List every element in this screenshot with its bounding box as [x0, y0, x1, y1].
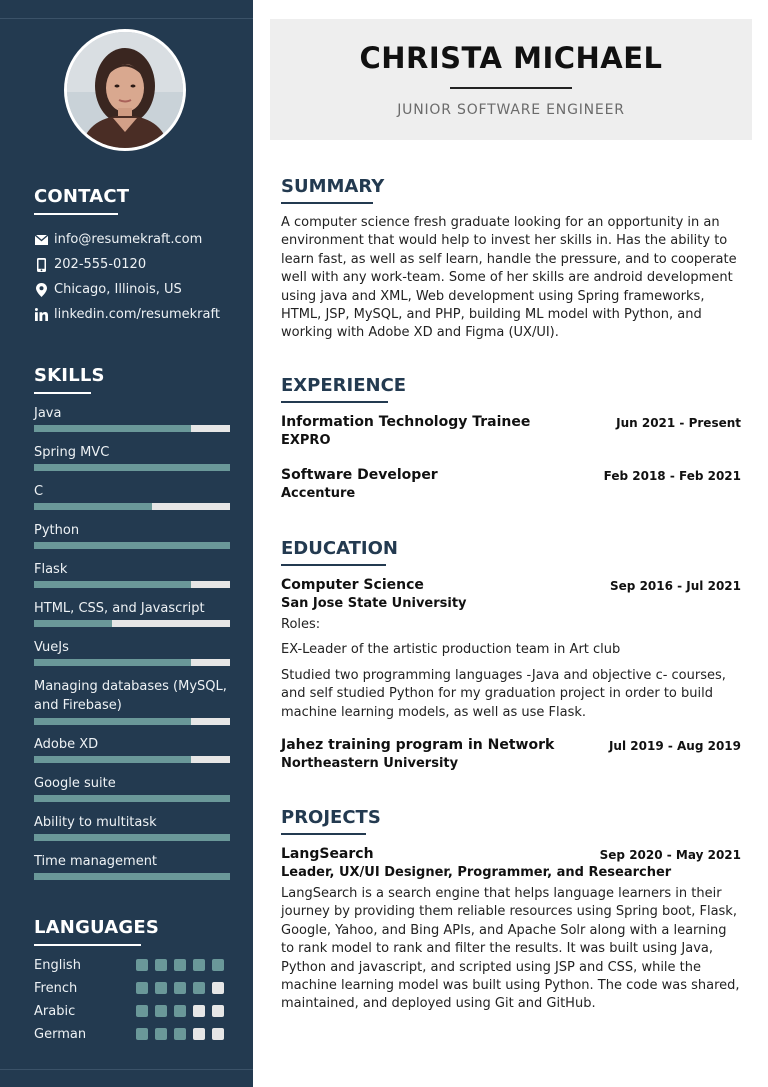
skill-item: [34, 774, 230, 793]
skills-heading: [34, 365, 105, 394]
skill-level-bar: [34, 464, 230, 471]
language-level: [136, 982, 224, 994]
skill-level-fill: [34, 542, 230, 549]
education-school: Northeastern University: [281, 756, 459, 771]
contact-heading: [34, 186, 129, 215]
avatar: [64, 29, 186, 151]
linkedin-text: linkedin.com/resumekraft: [54, 307, 220, 322]
skill-level-bar: [34, 795, 230, 802]
heading-underline: [281, 564, 386, 566]
map-pin-icon: [34, 283, 48, 297]
sidebar: [0, 0, 253, 1087]
heading-underline: [281, 833, 366, 835]
experience-company: EXPRO: [281, 433, 331, 448]
education-title: Computer Science: [281, 577, 424, 593]
skill-level-fill: [34, 503, 152, 510]
skill-level-bar: [34, 718, 230, 725]
education-heading: [281, 538, 398, 566]
skill-level-fill: [34, 425, 191, 432]
language-level-dot: [212, 982, 224, 994]
project-title: LangSearch: [281, 846, 374, 862]
language-name: German: [34, 1026, 87, 1042]
experience-date: Jun 2021 - Present: [616, 416, 741, 430]
language-level-dot: [174, 959, 186, 971]
language-level-dot: [155, 1005, 167, 1017]
language-level-dot: [174, 982, 186, 994]
phone-text: 202-555-0120: [54, 257, 147, 272]
project-role: Leader, UX/UI Designer, Programmer, and Researcher: [281, 865, 672, 880]
skill-item: [34, 735, 230, 754]
skill-name: Google suite: [34, 776, 116, 791]
contact-email[interactable]: [34, 232, 202, 247]
language-name: Arabic: [34, 1003, 76, 1019]
language-item: [34, 1024, 230, 1044]
education-date: Sep 2016 - Jul 2021: [610, 579, 741, 593]
skill-level-bar: [34, 425, 230, 432]
skill-level-fill: [34, 756, 191, 763]
skill-name: HTML, CSS, and Javascript: [34, 601, 205, 616]
language-item: [34, 955, 230, 975]
language-item: [34, 978, 230, 998]
contact-linkedin[interactable]: [34, 307, 220, 322]
contact-location: [34, 282, 182, 297]
education-school: San Jose State University: [281, 596, 467, 611]
projects-heading: [281, 807, 381, 835]
skill-level-bar: [34, 503, 230, 510]
language-level-dot: [155, 1028, 167, 1040]
education-heading-text: EDUCATION: [281, 538, 398, 559]
skill-item: [34, 560, 230, 579]
location-text: Chicago, Illinois, US: [54, 282, 182, 297]
skill-item: [34, 599, 230, 618]
education-title: Jahez training program in Network: [281, 737, 555, 753]
candidate-role: JUNIOR SOFTWARE ENGINEER: [397, 102, 625, 118]
language-level: [136, 1028, 224, 1040]
heading-underline: [34, 944, 141, 946]
language-level: [136, 959, 224, 971]
language-name: English: [34, 957, 81, 973]
skill-name: Spring MVC: [34, 445, 110, 460]
skill-name: Managing databases (MySQL, and Firebase): [34, 679, 227, 713]
language-level-dot: [136, 1028, 148, 1040]
phone-icon: [34, 258, 48, 272]
language-level-dot: [155, 982, 167, 994]
language-level-dot: [212, 959, 224, 971]
name-underline: [450, 87, 572, 89]
skill-name: VueJs: [34, 640, 69, 655]
heading-underline: [281, 202, 373, 204]
language-level-dot: [193, 1028, 205, 1040]
project-description: LangSearch is a search engine that helps language learners in their journey by providing them reliable resources using Spring boot, Flask, Google, Yahoo, and Bing APIs, and Apache Solr along with a learning to rank model to rank and filter the results. It was built using Java, Python and javascript, and scripted using JSP and CSS, while the machine learning model was built using Python. The code was shared, maintained, and deployed using Git and GitHub.: [281, 886, 740, 1012]
education-roles-label: Roles:: [281, 617, 321, 632]
language-level-dot: [212, 1028, 224, 1040]
language-level-dot: [193, 982, 205, 994]
languages-heading-text: LANGUAGES: [34, 917, 160, 938]
project-date: Sep 2020 - May 2021: [599, 848, 741, 862]
skill-level-fill: [34, 620, 112, 627]
skill-item: [34, 443, 230, 462]
skill-level-fill: [34, 659, 191, 666]
heading-underline: [34, 213, 118, 215]
skill-level-bar: [34, 620, 230, 627]
summary-text: A computer science fresh graduate looking for an opportunity in an environment that would help to invest her skills in. Has the ability to learn fast, as well as self learn, handle the pressure, and to cooperate well with any work-team. Some of her skills are android development using java and XML, Web development using Spring frameworks, HTML, JSP, MySQL, and PHP, building ML model with Python, and working with Adobe XD and Figma (UX/UI).: [281, 215, 737, 341]
language-level-dot: [212, 1005, 224, 1017]
contact-heading-text: CONTACT: [34, 186, 130, 207]
skill-name: Flask: [34, 562, 68, 577]
summary-heading-text: SUMMARY: [281, 176, 385, 197]
summary-heading: [281, 176, 384, 204]
skill-level-fill: [34, 834, 230, 841]
skill-name: Java: [34, 406, 62, 421]
skill-item: [34, 404, 230, 423]
experience-title: Information Technology Trainee: [281, 414, 531, 430]
skill-name: Ability to multitask: [34, 815, 157, 830]
skill-level-fill: [34, 718, 191, 725]
education-role: EX-Leader of the artistic production team in Art club: [281, 642, 621, 657]
skill-item: [34, 852, 230, 871]
skill-level-fill: [34, 581, 191, 588]
skill-item: [34, 813, 230, 832]
skill-item: [34, 521, 230, 540]
skill-item: [34, 482, 230, 501]
candidate-name: CHRISTA MICHAEL: [359, 41, 663, 75]
language-level: [136, 1005, 224, 1017]
skill-level-bar: [34, 756, 230, 763]
skill-level-fill: [34, 873, 230, 880]
linkedin-icon: [34, 308, 48, 322]
skill-name: Time management: [34, 854, 158, 869]
language-level-dot: [174, 1028, 186, 1040]
experience-date: Feb 2018 - Feb 2021: [603, 469, 741, 483]
language-item: [34, 1001, 230, 1021]
skill-name: C: [34, 484, 44, 499]
skill-item: [34, 677, 230, 715]
language-level-dot: [155, 959, 167, 971]
experience-heading-text: EXPERIENCE: [281, 375, 407, 396]
experience-title: Software Developer: [281, 467, 438, 483]
heading-underline: [281, 401, 388, 403]
email-text: info@resumekraft.com: [54, 232, 203, 247]
heading-underline: [34, 392, 91, 394]
language-level-dot: [136, 959, 148, 971]
experience-company: Accenture: [281, 486, 356, 501]
skill-level-bar: [34, 659, 230, 666]
language-level-dot: [136, 1005, 148, 1017]
divider: [0, 18, 253, 19]
language-level-dot: [136, 982, 148, 994]
skill-level-bar: [34, 581, 230, 588]
skill-level-bar: [34, 542, 230, 549]
skill-level-bar: [34, 873, 230, 880]
language-name: French: [34, 980, 78, 996]
divider: [0, 1069, 253, 1070]
contact-phone[interactable]: [34, 257, 146, 272]
education-date: Jul 2019 - Aug 2019: [608, 739, 741, 753]
projects-heading-text: PROJECTS: [281, 807, 381, 828]
language-level-dot: [174, 1005, 186, 1017]
skill-name: Python: [34, 523, 80, 538]
skills-heading-text: SKILLS: [34, 365, 105, 386]
language-level-dot: [193, 959, 205, 971]
skill-name: Adobe XD: [34, 737, 99, 752]
languages-heading: [34, 917, 159, 946]
skill-level-fill: [34, 795, 230, 802]
experience-heading: [281, 375, 406, 403]
language-level-dot: [193, 1005, 205, 1017]
header: [270, 19, 752, 140]
profile-photo: [67, 32, 183, 148]
skill-level-fill: [34, 464, 230, 471]
envelope-icon: [34, 233, 48, 247]
skill-item: [34, 638, 230, 657]
skill-level-bar: [34, 834, 230, 841]
education-details: Studied two programming languages -Java and objective c- courses, and self studied Python for my graduation project in order to build machine learning models, as well as use Flask.: [281, 668, 726, 720]
